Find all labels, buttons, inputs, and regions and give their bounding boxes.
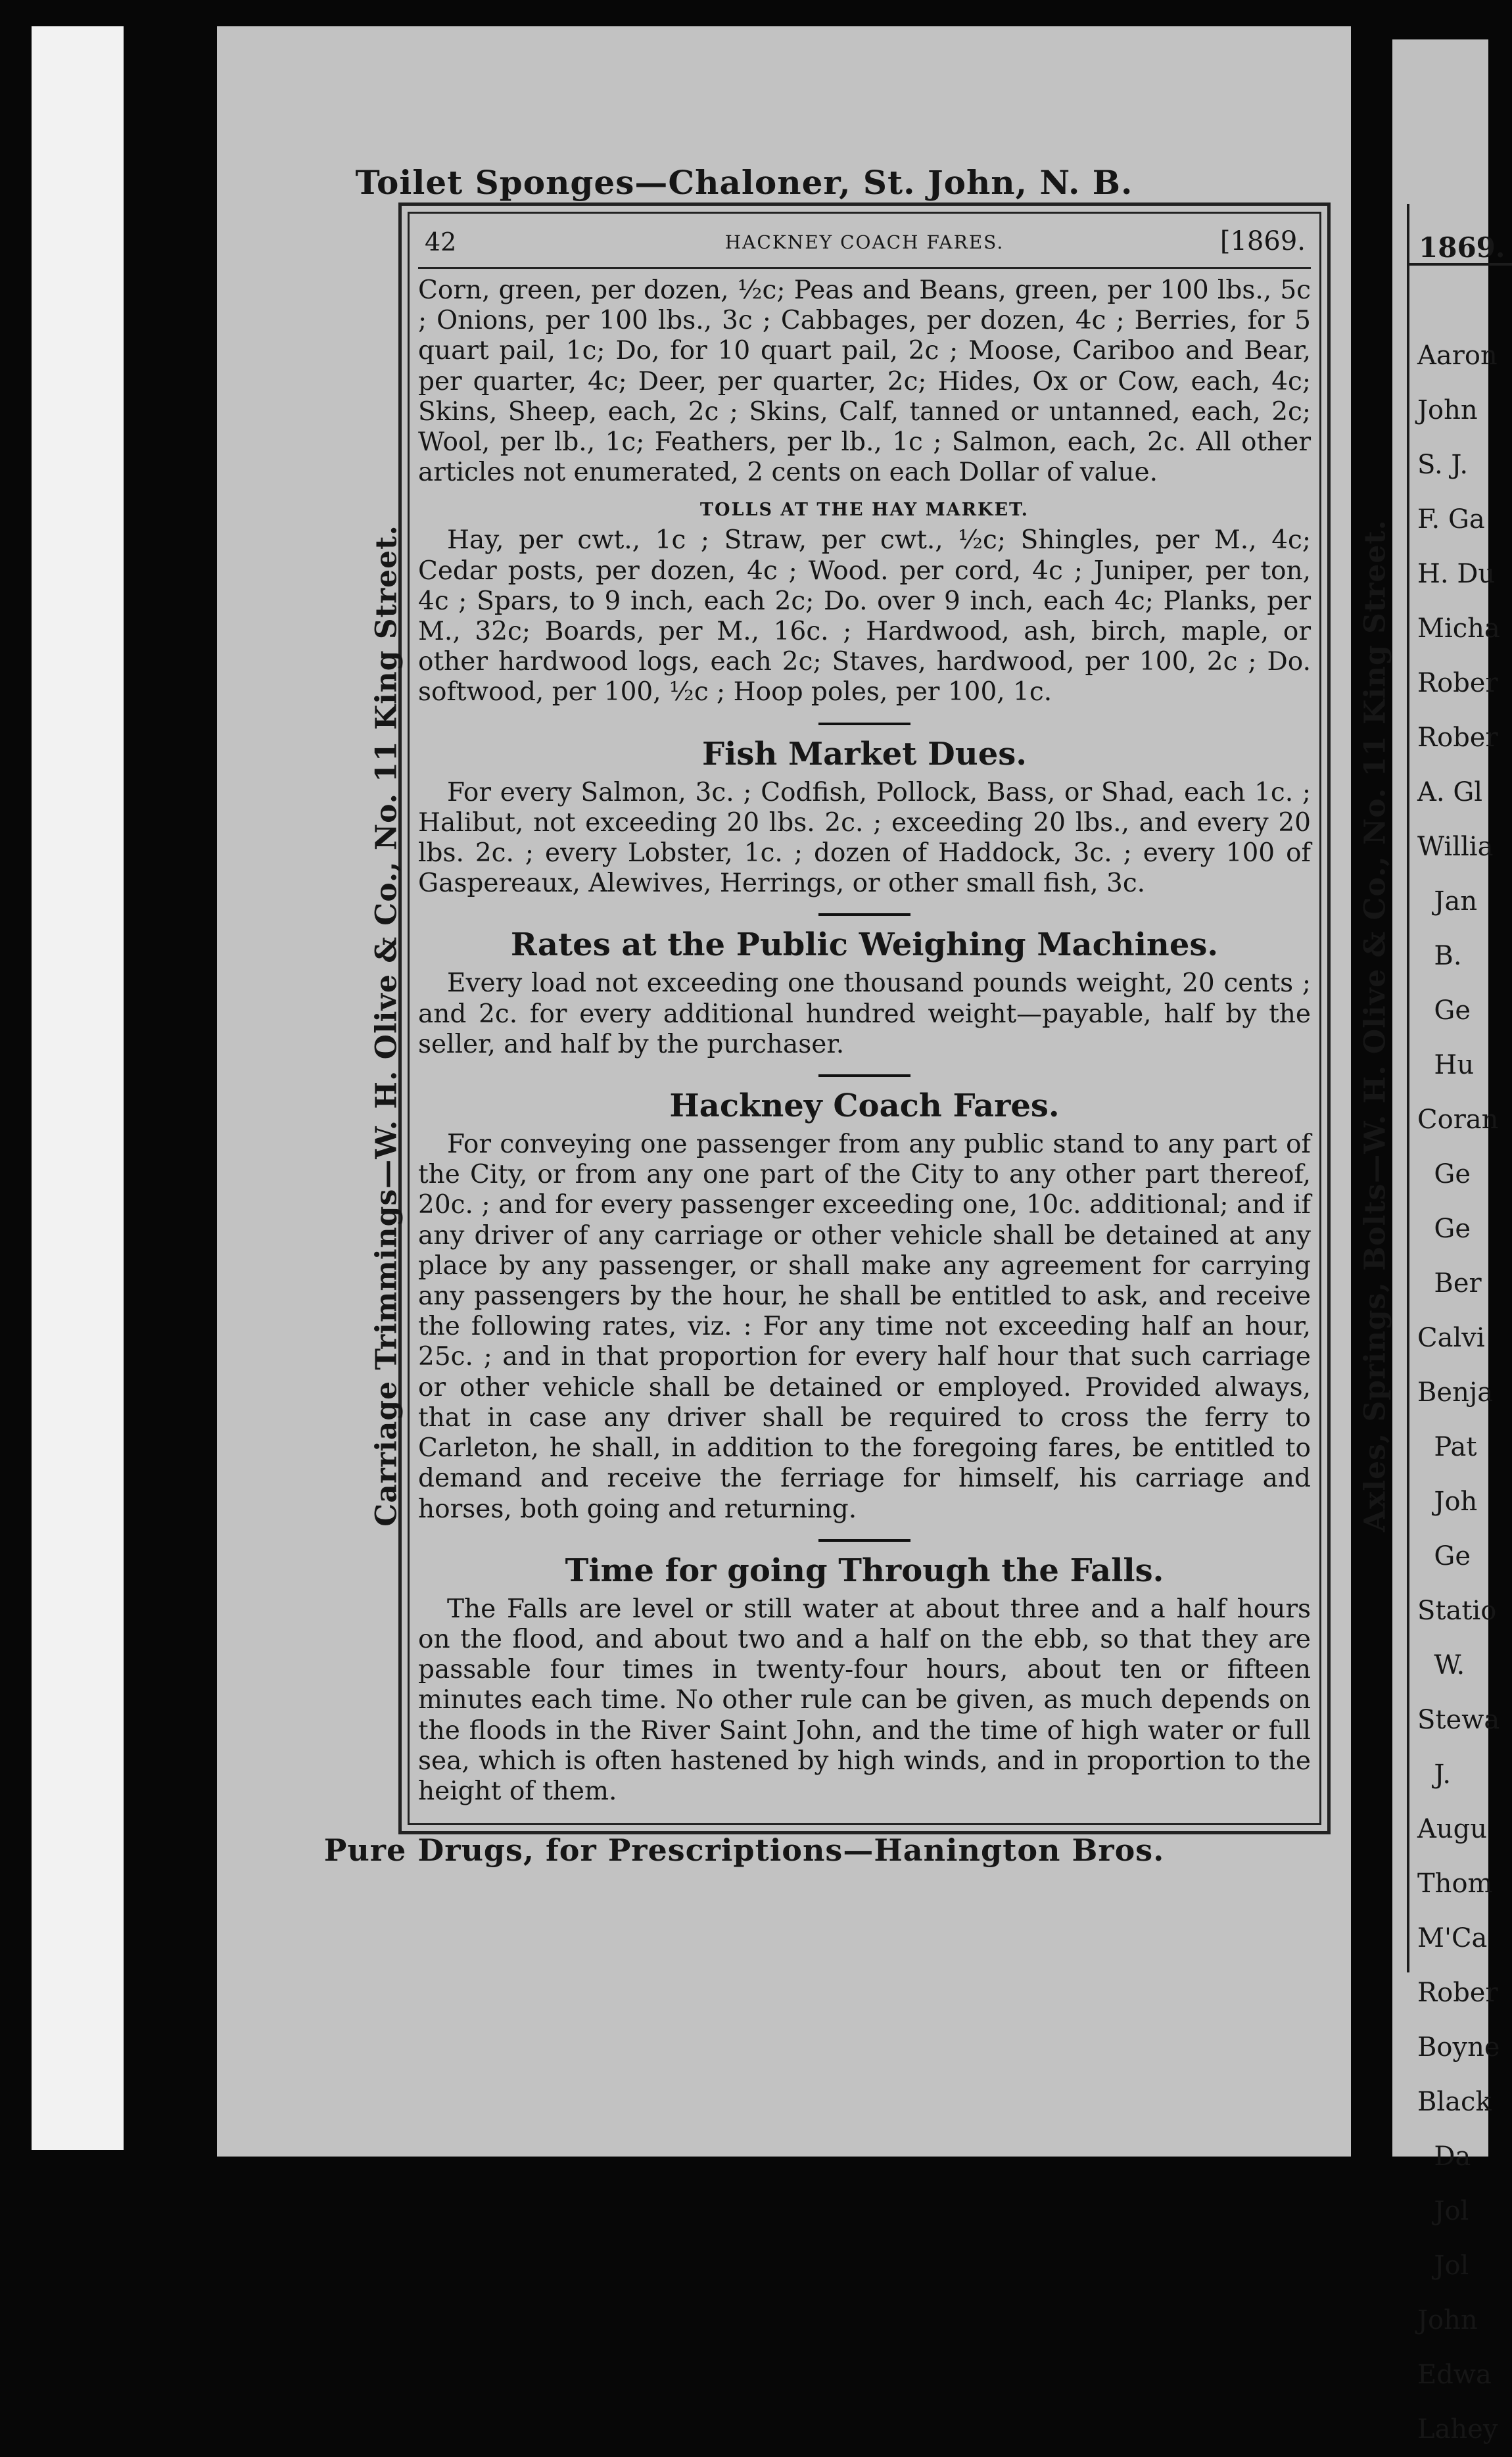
page-header (418, 222, 1311, 259)
hay-market-paragraph: Hay, per cwt., 1c ; Straw, per cwt., ½c; Shingles, per M., 4c; Cedar posts, per dozen, 4c ; Wood. per cord, 4c ; Juniper, per ton, 4c ; Spars, to 9 inch, each 2c; Do. over 9 inch, each 4c; Planks, per M., 32c; Boards, per M., 16c. ; Hardwood, ash, birch, maple, or other hardwood logs, each 2c; Staves, hardwood, per 100, 2c ; Do. softwood, per 100, ½c ; Hoop poles, per 100, 1c. (418, 525, 1311, 707)
header-rule (418, 267, 1311, 269)
hackney-paragraph: For conveying one passenger from any public stand to any part of the City, or from any one part of the City to any other part thereof, 20c. ; and for every passenger exceeding one, 10c. additional; and if any driver of any carriage or other vehicle shall be detained at any place by any passenger, or shall make any agreement for carrying any passengers by the hour, he shall be entitled to ask, and receive the following rates, viz. : For any time not exceeding half an hour, 25c. ; and in that proportion for every half hour that such carriage or other vehicle shall be detained or employed. Provided always, that in case any driver shall be required to cross the ferry to Carleton, he shall, in addition to the foregoing fares, be entitled to demand and receive the ferriage for himself, his carriage and horses, both going and returning. (418, 1130, 1311, 1524)
running-head-advert: Toilet Sponges—Chaloner, St. John, N. B. (355, 163, 1133, 202)
facing-page-year: 1869. (1419, 231, 1505, 264)
page-number: 42 (425, 227, 457, 256)
facing-page-border (1407, 204, 1409, 1972)
facing-page-names: Aaron John S. J. F. Ga H. Du Micha Rober Rober A. Gl Willia Jan B. Ge Hu Coran Ge Ge Ber Calvi Benja Pat Joh Ge Statio W. Stewa J. Augu Thom M'Ca Rober Boyne Black Da Jol Jol John Edwa Lahey (1417, 341, 1500, 2445)
fish-market-paragraph: For every Salmon, 3c. ; Codfish, Pollock, Bass, or Shad, each 1c. ; Halibut, not exceeding 20 lbs. 2c. ; exceeding 20 lbs., and every 20 lbs. 2c. ; every Lobster, 1c. ; dozen of Haddock, 3c. ; every 100 of Gaspereaux, Alewives, Herrings, or other small fish, 3c. (418, 777, 1311, 899)
section-divider (818, 913, 910, 916)
hay-market-heading: TOLLS AT THE HAY MARKET. (699, 500, 1029, 521)
weighing-paragraph: Every load not exceeding one thousand pounds weight, 20 cents ; and 2c. for every additional hundred weight—payable, half by the seller, and half by the purchaser. (418, 968, 1311, 1059)
weighing-heading: Rates at the Public Weighing Machines. (510, 926, 1219, 964)
side-advert-right: Axles, Springs, Bolts—W. H. Olive & Co., No. 11 King Street. (1358, 519, 1392, 1532)
hackney-heading: Hackney Coach Fares. (669, 1087, 1060, 1125)
left-page-edge (32, 26, 124, 2150)
section-divider (818, 1074, 910, 1077)
section-divider (818, 723, 910, 725)
bottom-advert: Pure Drugs, for Prescriptions—Hanington Bros. (323, 1832, 1165, 1868)
page-title: HACKNEY COACH FARES. (724, 231, 1004, 253)
page-year: [1869. (1219, 226, 1306, 256)
fish-market-heading: Fish Market Dues. (702, 735, 1027, 773)
tolls-continued-paragraph: Corn, green, per dozen, ½c; Peas and Beans, green, per 100 lbs., 5c ; Onions, per 100 lbs., 3c ; Cabbages, per dozen, 4c ; Berries, for 5 quart pail, 1c; Do, for 10 quart pail, 2c ; Moose, Cariboo and Bear, per quarter, 4c; Deer, per quarter, 2c; Hides, Ox or Cow, each, 4c; Skins, Sheep, each, 2c ; Skins, Calf, tanned or untanned, each, 2c; Wool, per lb., 1c; Feathers, per lb., 1c ; Salmon, each, 2c. All other articles not enumerated, 2 cents on each Dollar of value. (418, 275, 1311, 488)
side-advert-left: Carriage Trimmings—W. H. Olive & Co., No. 11 King Street. (369, 525, 404, 1527)
page-content (418, 222, 1311, 1807)
section-divider (818, 1539, 910, 1542)
falls-paragraph: The Falls are level or still water at about three and a half hours on the flood, and about two and a half on the ebb, so that they are passable four times in twenty-four hours, about ten or fifteen minutes each time. No other rule can be given, as much depends on the floods in the River Saint John, and the time of high water or full sea, which is often hastened by high winds, and in proportion to the height of them. (418, 1594, 1311, 1806)
falls-heading: Time for going Through the Falls. (565, 1552, 1164, 1589)
